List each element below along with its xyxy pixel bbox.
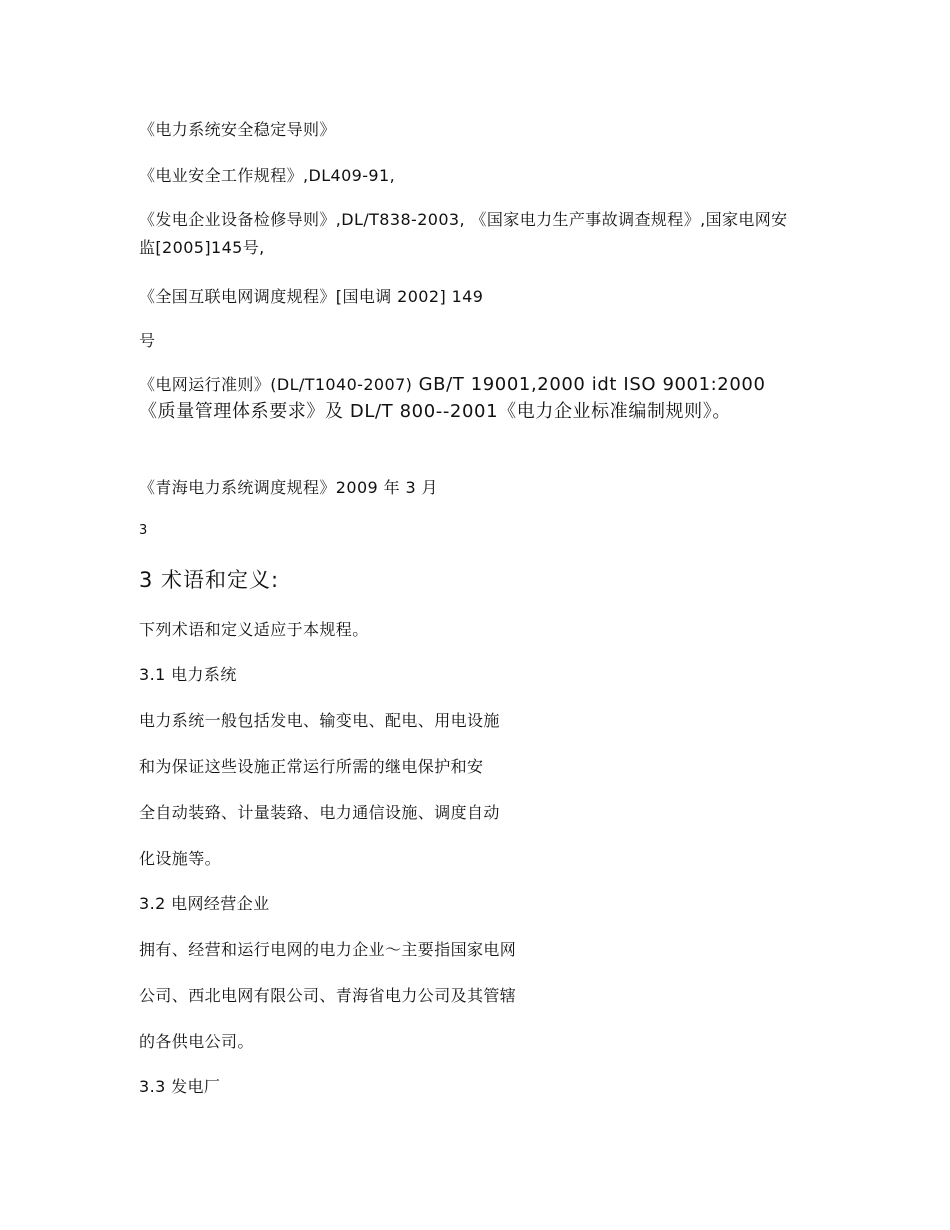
- subsection-3-3-title: 3.3 发电厂: [139, 1077, 221, 1096]
- subsection-3-2-line: 的各供电公司。: [139, 1032, 254, 1051]
- reference-work-safety: 《电业安全工作规程》,DL409-91,: [139, 166, 396, 185]
- page-marker: 3: [139, 523, 148, 538]
- reference-grid-operation-code: 《电网运行准则》(DL/T1040-2007): [139, 375, 413, 394]
- reference-interconnected-grid-cont: 号: [139, 331, 156, 350]
- subsection-3-1-line: 全自动装臵、计量装臵、电力通信设施、调度自动: [139, 803, 500, 822]
- subsection-3-2-line: 拥有、经营和运行电网的电力企业～主要指国家电网: [139, 940, 517, 959]
- section-intro: 下列术语和定义适应于本规程。: [139, 620, 369, 639]
- subsection-3-1-line: 电力系统一般包括发电、输变电、配电、用电设施: [139, 711, 500, 730]
- reference-maintenance-accident: 《发电企业设备检修导则》,DL/T838-2003, 《国家电力生产事故调查规程》,国家电网安监[2005]145号,: [139, 210, 788, 257]
- subsection-3-1-line: 化设施等。: [139, 849, 222, 868]
- reference-qinghai-dispatch: 《青海电力系统调度规程》2009 年 3 月: [139, 478, 438, 497]
- reference-interconnected-grid: 《全国互联电网调度规程》[国电调 2002] 149: [139, 287, 484, 306]
- reference-quality-standards: GB/T 19001,2000 idt ISO 9001:2000《质量管理体系要求》及 DL/T 800--2001《电力企业标准编制规则》。: [139, 374, 766, 422]
- subsection-3-2-line: 公司、西北电网有限公司、青海省电力公司及其管辖: [139, 986, 517, 1005]
- subsection-3-1-line: 和为保证这些设施正常运行所需的继电保护和安: [139, 757, 484, 776]
- reference-grid-operation-standards: [139, 371, 799, 425]
- section-heading: 3 术语和定义:: [139, 568, 280, 592]
- subsection-3-2-title: 3.2 电网经营企业: [139, 894, 270, 913]
- reference-safety-stability: 《电力系统安全稳定导则》: [139, 120, 336, 139]
- subsection-3-1-title: 3.1 电力系统: [139, 665, 237, 684]
